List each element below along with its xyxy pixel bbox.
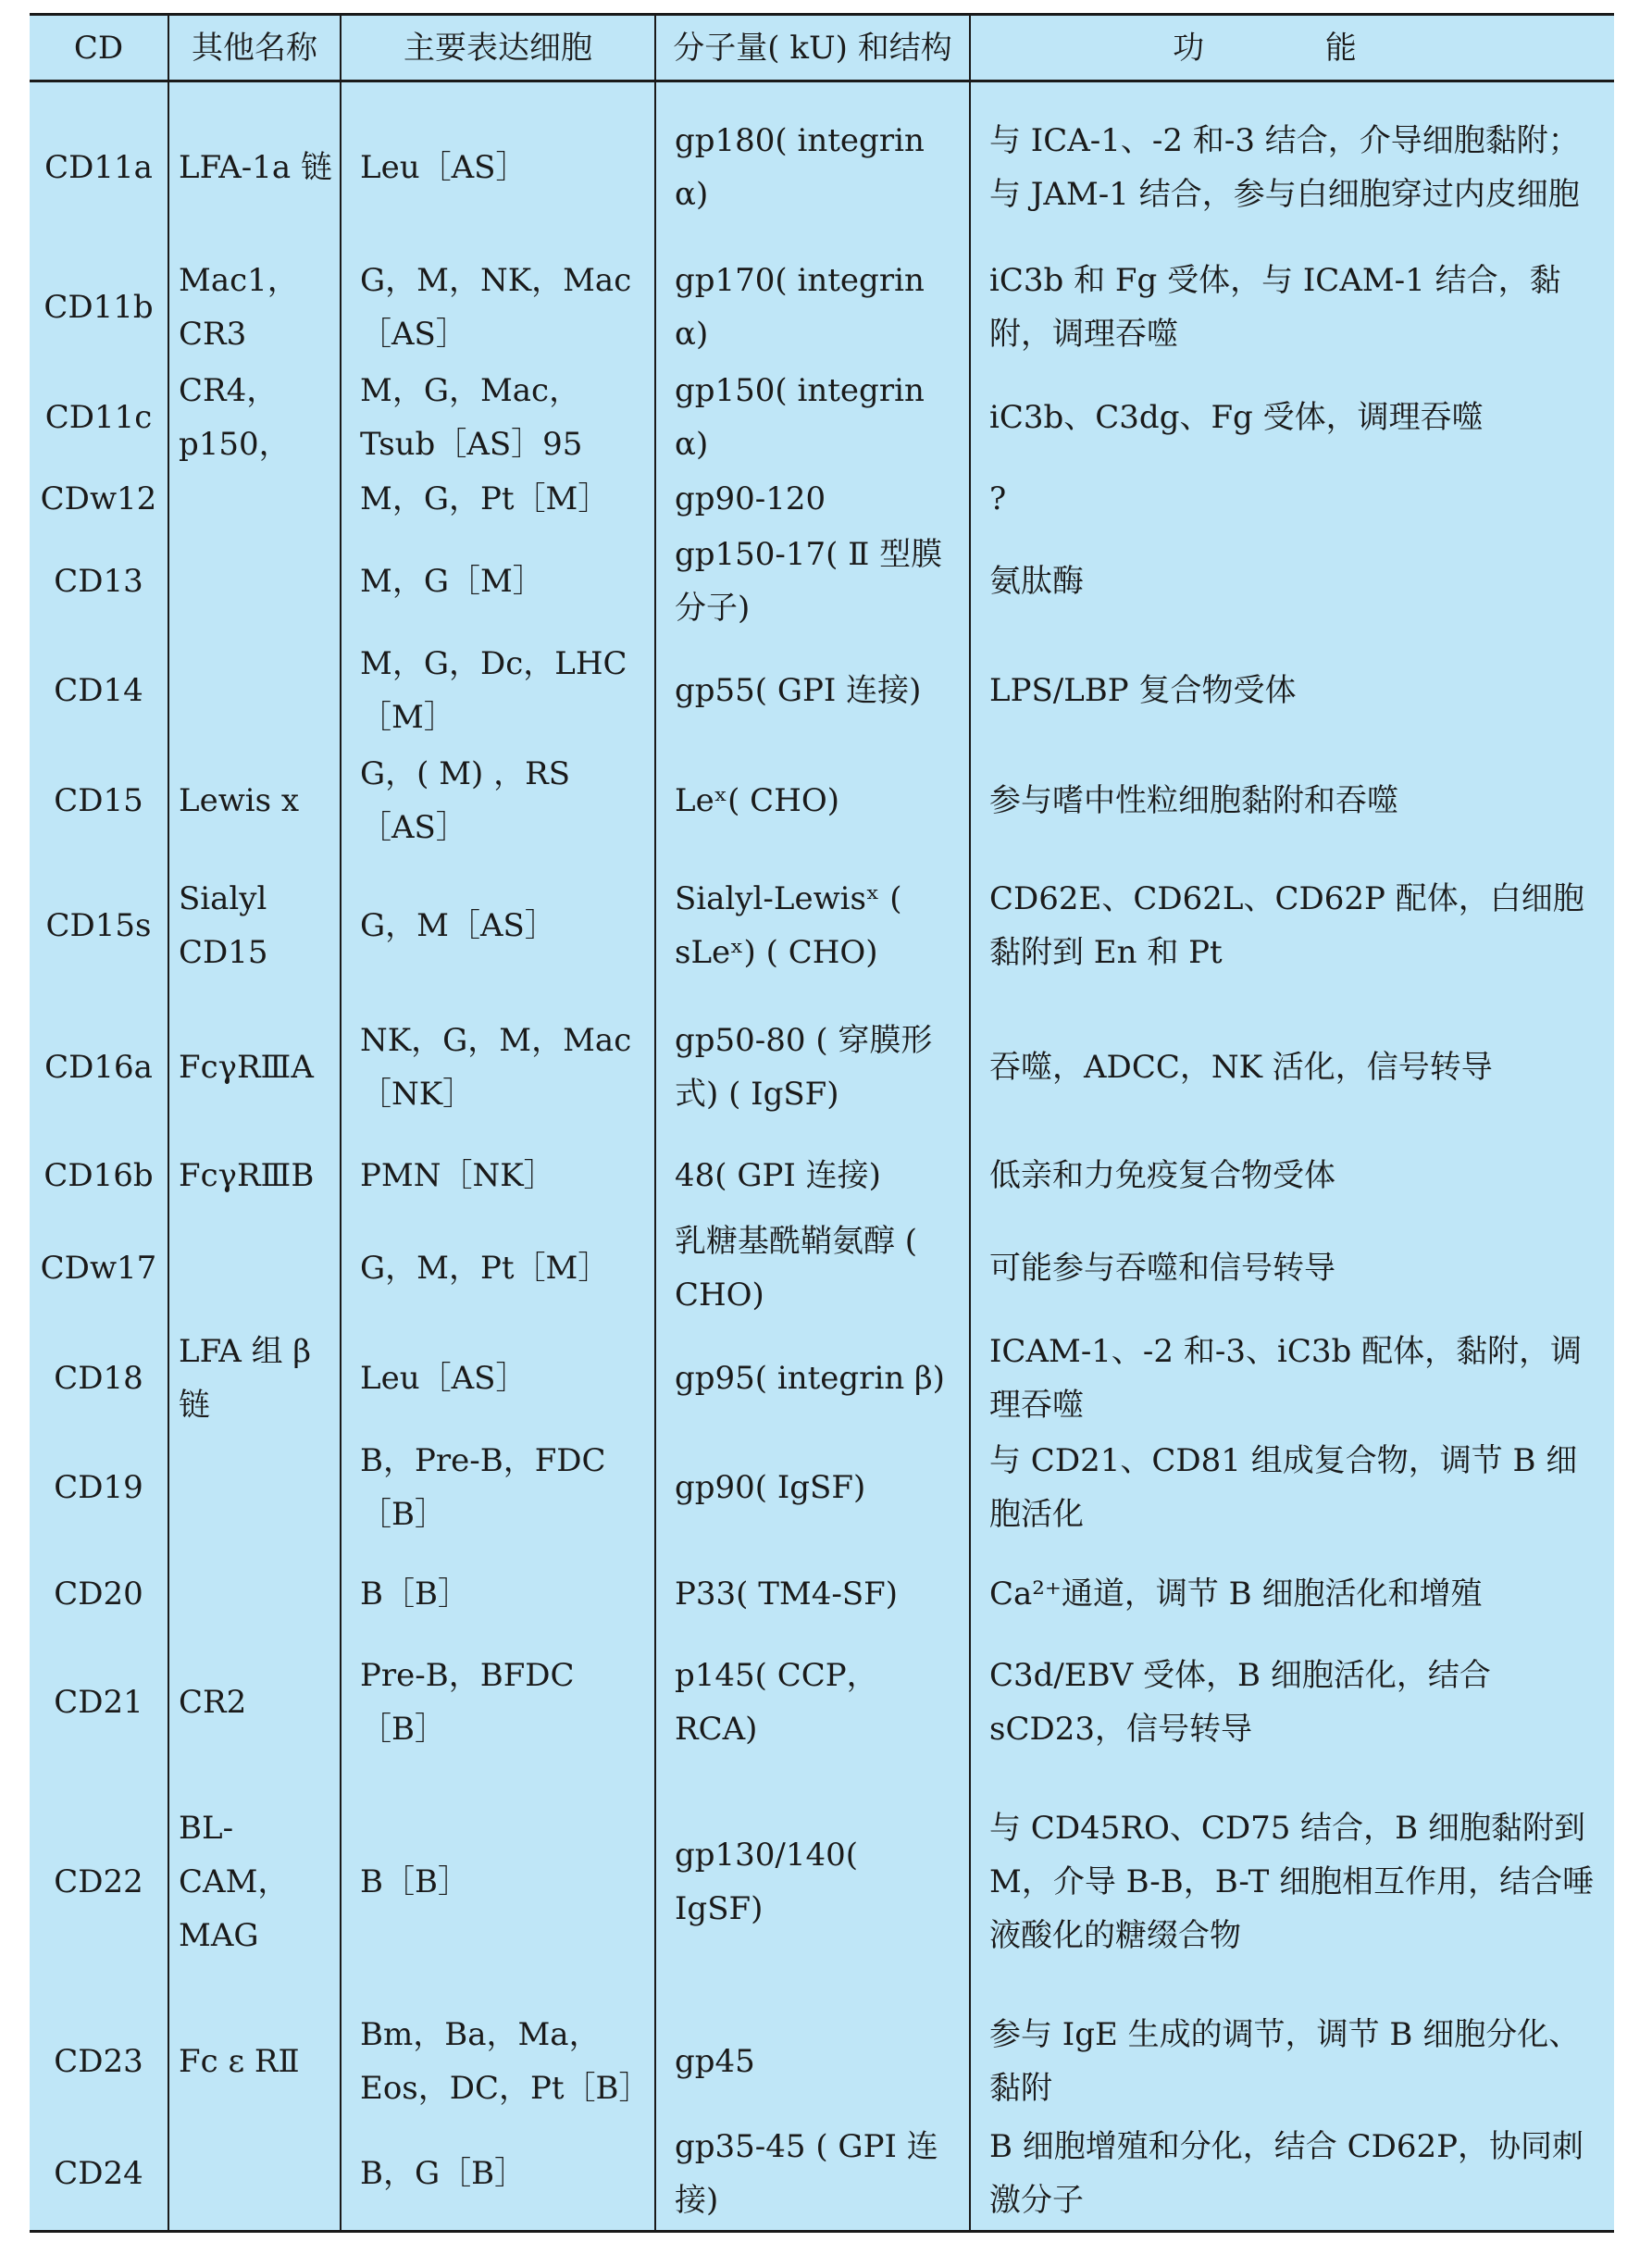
cell-expressing-cells: PMN［NK］ [341,1139,655,1214]
cell-other-names [168,636,341,745]
cell-function: Ca²⁺通道，调节 B 细胞活化和增殖 [970,1542,1614,1646]
cell-expressing-cells: M，G，Mac，Tsub［AS］95 [341,362,655,471]
cell-other-names [168,472,341,527]
cell-function: LPS/LBP 复合物受体 [970,636,1614,745]
cd-molecule-table [30,13,1614,2233]
cell-cd: CD11a [44,149,153,187]
cell-cd: CD20 [54,1576,143,1613]
cell-other-names: CR2 [168,1646,341,1759]
cell-expressing-cells: B［B］ [341,1542,655,1646]
cell-cd: CD13 [54,562,143,600]
header-molecular-weight-structure: 分子量( kU) 和结构 [655,15,970,81]
cell-other-names: FcγRⅢA [168,997,341,1139]
cell-other-names [168,527,341,636]
cell-other-names: LFA 组 β 链 [168,1323,341,1432]
cell-function: 可能参与吞噬和信号转导 [970,1214,1614,1323]
cell-expressing-cells: M，G，Dc，LHC［M］ [341,636,655,745]
table-row [30,1760,1614,2005]
cell-function: iC3b 和 Fg 受体，与 ICAM-1 结合，黏附，调理吞噬 [970,253,1614,362]
cell-function: 氨肽酶 [970,527,1614,636]
cell-expressing-cells: B，Pre-B，FDC［B］ [341,1433,655,1542]
cell-other-names: CR4，p150， [168,362,341,471]
table-row [30,1139,1614,1214]
table-row [30,745,1614,854]
cell-function: B 细胞增殖和分化，结合 CD62P，协同刺激分子 [970,2118,1614,2232]
cell-molecular-weight: gp150-17( Ⅱ 型膜分子) [655,527,970,636]
cell-cd: CD11b [43,289,154,327]
table-row [30,1214,1614,1323]
header-function: 功 能 [970,15,1614,81]
table-row [30,997,1614,1139]
cell-expressing-cells: M，G，Pt［M］ [341,472,655,527]
cell-cd: CD22 [54,1863,143,1901]
cell-expressing-cells: Leu［AS］ [341,1323,655,1432]
table-row [30,1646,1614,1759]
table-header-row [30,15,1614,81]
cell-molecular-weight: gp150( integrin α) [655,362,970,471]
cell-other-names: Sialyl CD15 [168,855,341,997]
cell-function: CD62E、CD62L、CD62P 配体，白细胞黏附到 En 和 Pt [970,855,1614,997]
cell-cd: CD16b [43,1157,154,1195]
cell-function: C3d/EBV 受体，B 细胞活化，结合 sCD23，信号转导 [970,1646,1614,1759]
cell-molecular-weight: gp35-45 ( GPI 连接) [655,2118,970,2232]
cell-expressing-cells: G，M，Pt［M］ [341,1214,655,1323]
cell-molecular-weight: P33( TM4-SF) [655,1542,970,1646]
cell-cd: CDw12 [40,480,157,518]
cell-expressing-cells: NK，G，M，Mac［NK］ [341,997,655,1139]
table-row [30,472,1614,527]
cell-molecular-weight: gp170( integrin α) [655,253,970,362]
table-row [30,855,1614,997]
cell-molecular-weight: Leˣ( CHO) [655,745,970,854]
cell-function: ICAM-1、-2 和-3、iC3b 配体，黏附，调理吞噬 [970,1323,1614,1432]
table-row [30,527,1614,636]
cd-molecule-table-container [30,13,1614,2233]
cell-other-names: LFA-1a 链 [168,81,341,254]
cell-molecular-weight: gp180( integrin α) [655,81,970,254]
cell-cd: CD24 [30,2118,168,2232]
cell-function: iC3b、C3dg、Fg 受体，调理吞噬 [970,362,1614,471]
cell-expressing-cells: Bm，Ba，Ma，Eos，DC，Pt［B］ [341,2005,655,2118]
table-row [30,81,1614,254]
cell-other-names: Mac1，CR3 [168,253,341,362]
cell-cd: CDw17 [40,1250,157,1288]
cell-expressing-cells: Leu［AS］ [341,81,655,254]
cell-function: 吞噬，ADCC，NK 活化，信号转导 [970,997,1614,1139]
cell-expressing-cells: B［B］ [341,1760,655,2005]
table-row [30,253,1614,362]
cell-molecular-weight: Sialyl-Lewisˣ ( sLeˣ) ( CHO) [655,855,970,997]
cell-expressing-cells: B，G［B］ [341,2118,655,2232]
cell-function: 与 ICA-1、-2 和-3 结合，介导细胞黏附；与 JAM-1 结合，参与白细胞穿过内皮细胞 [970,81,1614,254]
cell-expressing-cells: Pre-B，BFDC［B］ [341,1646,655,1759]
cell-cd: CD16a [44,1049,153,1087]
cell-other-names: BL-CAM，MAG [168,1760,341,2005]
cell-expressing-cells: G，M，NK，Mac［AS］ [341,253,655,362]
header-main-expressing-cells: 主要表达细胞 [341,15,655,81]
table-row [30,2005,1614,2118]
cell-other-names [168,1433,341,1542]
cell-other-names [168,2118,341,2232]
cell-cd: CD11c [44,398,153,436]
cell-molecular-weight: gp95( integrin β) [655,1323,970,1432]
cell-cd: CD14 [54,672,143,710]
cell-function: 低亲和力免疫复合物受体 [970,1139,1614,1214]
cell-molecular-weight: gp90( IgSF) [655,1433,970,1542]
table-row [30,1433,1614,1542]
cell-other-names: Fc ε RⅡ [168,2005,341,2118]
table-row [30,1323,1614,1432]
cell-cd: CD21 [54,1684,143,1722]
cell-molecular-weight: gp50-80 ( 穿膜形式) ( IgSF) [655,997,970,1139]
cell-cd: CD18 [54,1359,143,1397]
table-row [30,362,1614,471]
cell-function: ? [970,472,1614,527]
cell-molecular-weight: 乳糖基酰鞘氨醇 ( CHO) [655,1214,970,1323]
header-cd: CD [30,15,168,81]
cell-molecular-weight: gp45 [655,2005,970,2118]
cell-other-names: Lewis x [168,745,341,854]
cell-expressing-cells: G，( M) ，RS［AS］ [341,745,655,854]
cell-function: 参与嗜中性粒细胞黏附和吞噬 [970,745,1614,854]
cell-expressing-cells: G，M［AS］ [341,855,655,997]
cell-cd: CD15 [54,781,143,819]
cell-other-names [168,1542,341,1646]
table-row [30,636,1614,745]
cell-expressing-cells: M，G［M］ [341,527,655,636]
cell-molecular-weight: gp130/140( IgSF) [655,1760,970,2005]
cell-function: 参与 IgE 生成的调节，调节 B 细胞分化、黏附 [970,2005,1614,2118]
cell-function: 与 CD45RO、CD75 结合，B 细胞黏附到 M，介导 B-B，B-T 细胞相互作用，结合唾液酸化的糖缀合物 [970,1760,1614,2005]
cell-other-names: FcγRⅢB [168,1139,341,1214]
cell-other-names [168,1214,341,1323]
cell-cd: CD15s [45,907,152,945]
cell-molecular-weight: 48( GPI 连接) [655,1139,970,1214]
cell-molecular-weight: gp55( GPI 连接) [655,636,970,745]
table-row [30,2118,1614,2232]
cell-function: 与 CD21、CD81 组成复合物，调节 B 细胞活化 [970,1433,1614,1542]
cell-cd: CD23 [54,2042,143,2080]
cell-molecular-weight: gp90-120 [655,472,970,527]
cell-cd: CD19 [54,1468,143,1506]
header-other-names: 其他名称 [168,15,341,81]
table-row [30,1542,1614,1646]
cell-molecular-weight: p145( CCP，RCA) [655,1646,970,1759]
